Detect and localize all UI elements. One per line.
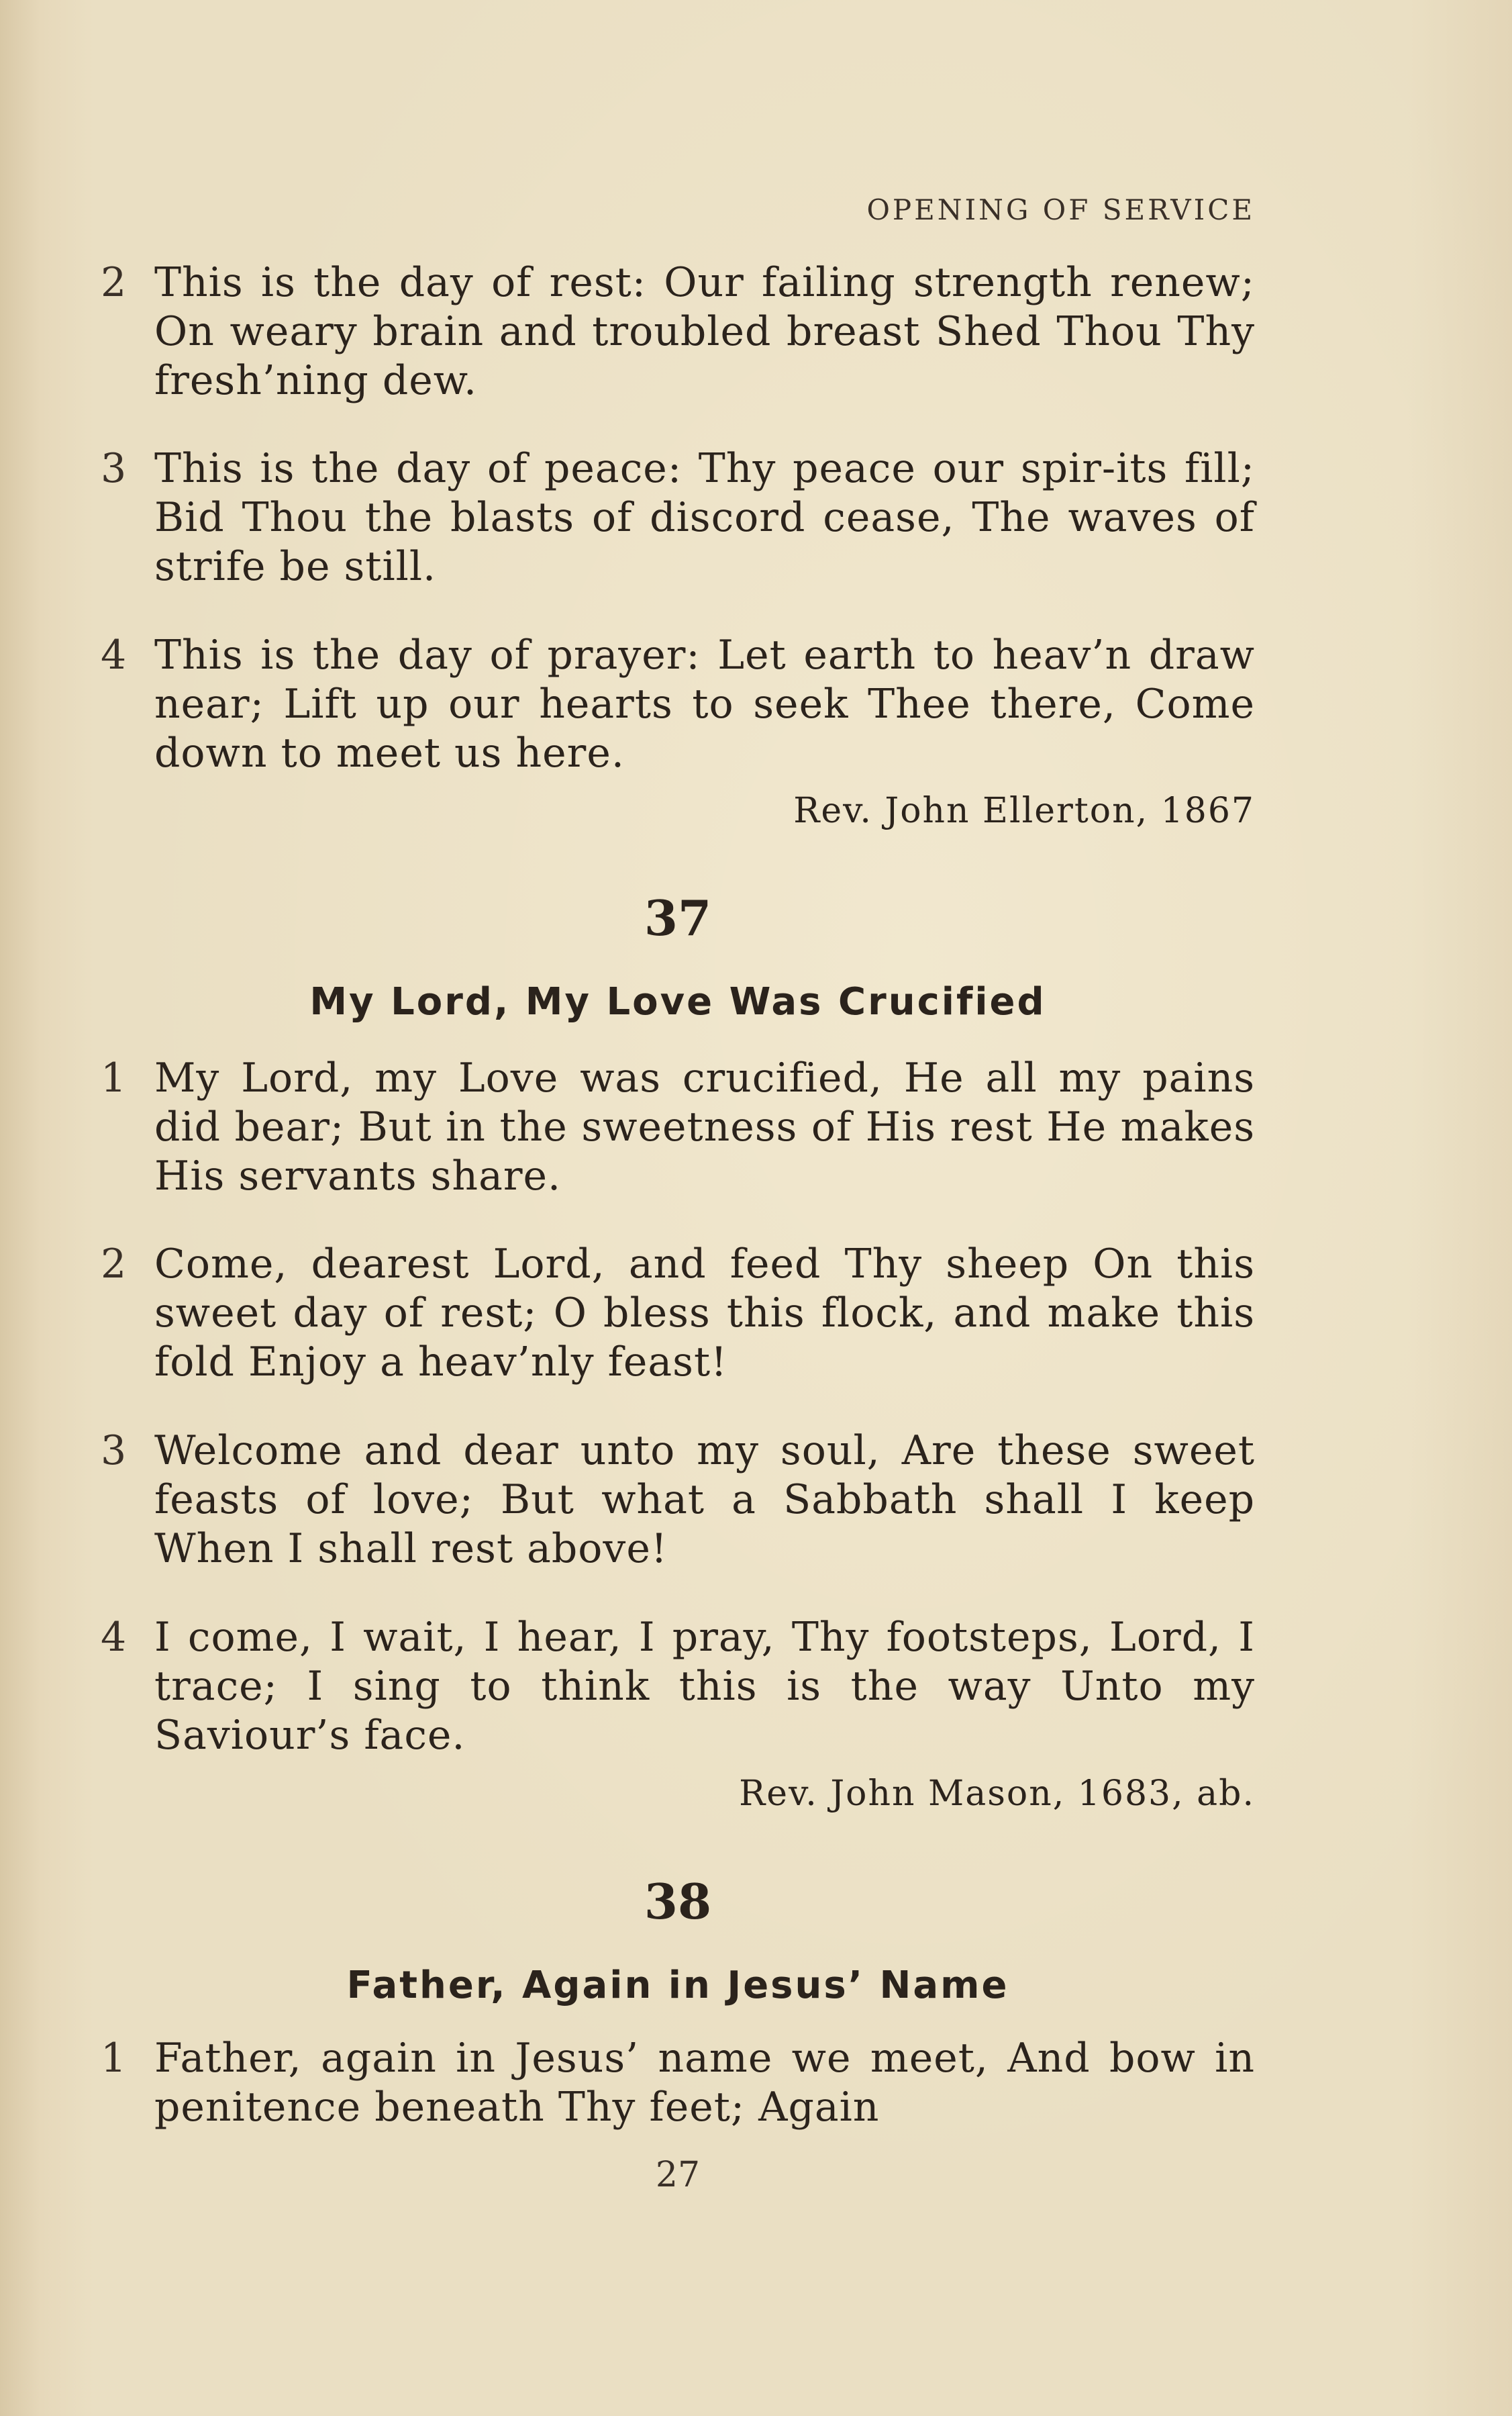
verse-number: 2 (101, 1241, 127, 1288)
verse-text: This is the day of rest: Our failing strength renew; On weary brain and troubled breast Shed Thou Thy fresh’ning dew. (154, 259, 1255, 404)
hymn-37-number: 37 (644, 889, 712, 947)
verse-number: 3 (101, 1427, 127, 1474)
verse-number: 3 (101, 445, 127, 492)
verse-number: 2 (101, 259, 127, 306)
verse-text: This is the day of peace: Thy peace our spir-its fill; Bid Thou the blasts of discord cease, The waves of strife be still. (154, 445, 1255, 590)
hymn-38-number: 38 (644, 1873, 712, 1930)
hymn-38-title: Father, Again in Jesus’ Name (346, 1964, 1009, 2007)
verse-number: 1 (101, 2035, 127, 2082)
hymn-37-attribution: Rev. John Mason, 1683, ab. (739, 1774, 1255, 1814)
page-number: 27 (655, 2155, 701, 2195)
verse-text: Welcome and dear unto my soul, Are these sweet feasts of love; But what a Sabbath shall I keep When I shall rest above! (154, 1427, 1255, 1572)
verse-text: My Lord, my Love was crucified, He all my pains did bear; But in the sweetness of His rest He makes His servants share. (154, 1055, 1255, 1200)
verse-number: 4 (101, 632, 127, 679)
verse-text: This is the day of prayer: Let earth to heav’n draw near; Lift up our hearts to seek Thee there, Come down to meet us here. (154, 632, 1255, 777)
hymn-36-attribution: Rev. John Ellerton, 1867 (793, 791, 1255, 831)
verse-text: Come, dearest Lord, and feed Thy sheep On this sweet day of rest; O bless this flock, and make this fold Enjoy a heav’nly feast! (154, 1241, 1255, 1386)
verse-number: 4 (101, 1614, 127, 1661)
hymn-37-title: My Lord, My Love Was Crucified (309, 980, 1046, 1024)
verse-number: 1 (101, 1055, 127, 1102)
running-head: OPENING OF SERVICE (866, 193, 1255, 226)
verse-text: I come, I wait, I hear, I pray, Thy footsteps, Lord, I trace; I sing to think this is the way Unto my Saviour’s face. (154, 1614, 1255, 1759)
verse-text: Father, again in Jesus’ name we meet, And bow in penitence beneath Thy feet; Again (154, 2035, 1255, 2131)
